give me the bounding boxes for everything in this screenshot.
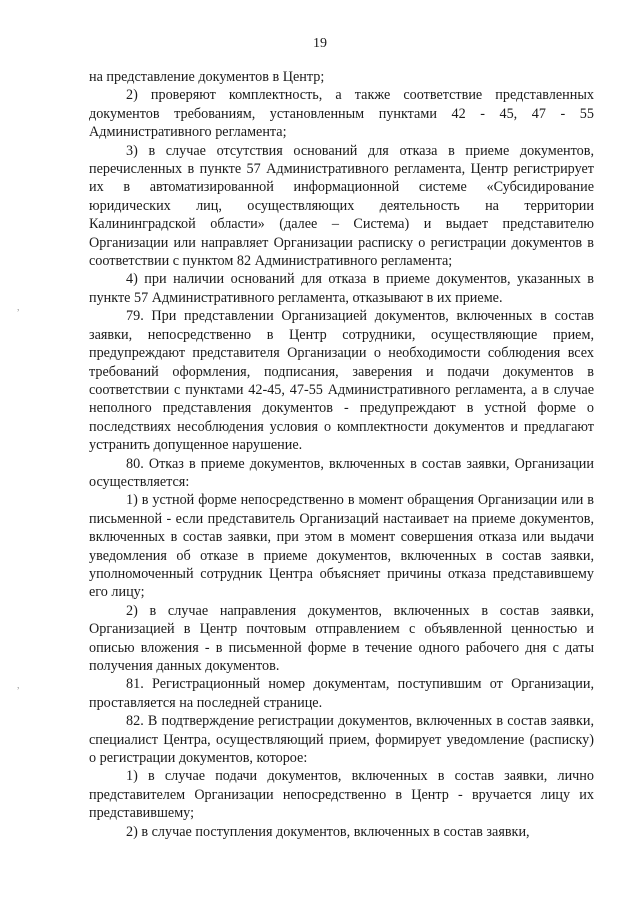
scan-mark: ,: [17, 680, 20, 691]
paragraph: 2) проверяют комплектность, а также соответствие представленных документов требованиям, установленным пунктами 42 - 45, 47 - 55 Административного регламента;: [89, 87, 594, 141]
page-number: 19: [313, 36, 327, 51]
paragraph: 4) при наличии оснований для отказа в приеме документов, указанных в пункте 57 Административного регламента, отказывают в их приеме.: [89, 271, 594, 306]
scan-mark: ,: [17, 302, 20, 313]
paragraph: 80. Отказ в приеме документов, включенных в состав заявки, Организации осуществляется:: [89, 455, 594, 490]
paragraph: 81. Регистрационный номер документам, поступившим от Организации, проставляется на последней странице.: [89, 676, 594, 711]
paragraph: 1) в устной форме непосредственно в момент обращения Организации или в письменной - если представитель Организаций настаивает на приеме документов, включенных в состав заявки, при этом в момент совершения отказа или выдачи уведомления об отказе в приеме документов, включенных в состав заявки, уполномоченный сотрудник Центра объясняет причины отказа представившему его лицу;: [89, 492, 594, 601]
paragraph: 3) в случае отсутствия оснований для отказа в приеме документов, перечисленных в пункте 57 Административного регламента, Центр регистрирует их в автоматизированной информационной системе «Субсидирование юридических лиц, осуществляющих деятельность на территории Калининградской области» (далее – Система) и выдает представителю Организации или направляет Организации расписку о регистрации документов в соответствии с пунктом 82 Административного регламента;: [89, 142, 594, 270]
paragraph: на представление документов в Центр;: [89, 69, 325, 85]
paragraph: 79. При представлении Организацией документов, включенных в состав заявки, непосредственно в Центр сотрудники, осуществляющие прием, предупреждают представителя Организации о необходимости соблюдения всех требований оформления, подписания, заверения и подачи документов в соответствии с пунктами 42-45, 47-55 Административного регламента, а в случае неполного представления документов - предупреждают в устной форме о последствиях несоблюдения условия о комплектности документов и предлагают устранить допущенное нарушение.: [89, 308, 594, 454]
paragraph: 1) в случае подачи документов, включенных в состав заявки, лично представителем Организации непосредственно в Центр - вручается лицу их представившему;: [89, 768, 594, 822]
document-body: [89, 68, 594, 841]
paragraph: 2) в случае поступления документов, включенных в состав заявки,: [126, 823, 530, 840]
paragraph: 82. В подтверждение регистрации документов, включенных в состав заявки, специалист Центра, осуществляющий прием, формирует уведомление (расписку) о регистрации документов, которое:: [89, 713, 594, 767]
paragraph: 2) в случае направления документов, включенных в состав заявки, Организацией в Центр почтовым отправлением с объявленной ценностью и описью вложения - в письменной форме в течение одного рабочего дня с даты получения данных документов.: [89, 602, 594, 674]
